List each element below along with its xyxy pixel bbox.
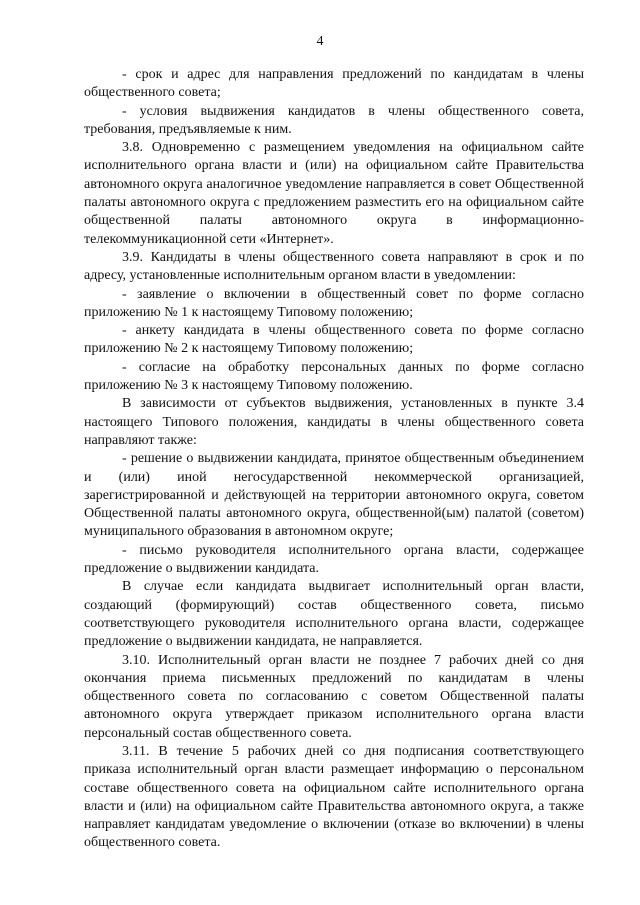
page-number: 4 bbox=[316, 34, 324, 49]
paragraph-nomination-conditions: - условия выдвижения кандидатов в члены общественного совета, требования, предъявляемые к ним. bbox=[84, 103, 584, 137]
list-item-nomination-decision: - решение о выдвижении кандидата, принятое общественным объединением и (или) иной негосударственной некоммерческой организацией, зарегистрированной и действующей на территории автономного округа, советом Общественной палаты автономного округа, общественной(ым) палатой (советом) муниципального образования в автономном округе; bbox=[84, 451, 584, 540]
paragraph-3-10: 3.10. Исполнительный орган власти не позднее 7 рабочих дней со дня окончания приема письменных предложений по кандидатам в члены общественного совета по согласованию с советом Общественной палаты автономного округа утверждает приказом исполнительного органа власти персональный состав общественного совета. bbox=[84, 652, 584, 741]
paragraph-3-9: 3.9. Кандидаты в члены общественного совета направляют в срок и по адресу, установленные исполнительным органом власти в уведомлении: bbox=[84, 249, 584, 284]
list-item-questionnaire: - анкету кандидата в члены общественного совета по форме согласно приложению № 2 к настоящему Типовому положению; bbox=[84, 323, 584, 357]
paragraph-3-11: 3.11. В течение 5 рабочих дней со дня подписания соответствующего приказа исполнительный орган власти размещает информацию о персональном составе общественного совета на официальном сайте исполнительного органа власти и (или) на официальном сайте Правительства автономного округа, а также направляет кандидатам уведомление о включении (отказе во включении) в члены общественного совета. bbox=[84, 743, 584, 851]
paragraph-deadline-address: - срок и адрес для направления предложений по кандидатам в члены общественного совета; bbox=[84, 67, 584, 101]
paragraph-nomination-subjects: В зависимости от субъектов выдвижения, установленных в пункте 3.4 настоящего Типового положения, кандидаты в члены общественного совета направляют также: bbox=[84, 396, 584, 448]
list-item-head-letter: - письмо руководителя исполнительного органа власти, содержащее предложение о выдвижении кандидата. bbox=[84, 542, 584, 577]
paragraph-exception: В случае если кандидата выдвигает исполнительный орган власти, создающий (формирующий) состав общественного совета, письмо соответствующего руководителя исполнительного органа власти, содержащее предложение о выдвижении кандидата, не направляется. bbox=[84, 579, 584, 650]
paragraph-3-8: 3.8. Одновременно с размещением уведомления на официальном сайте исполнительного органа власти и (или) на официальном сайте Правительства автономного округа аналогичное уведомление направляется в совет Общественной палаты автономного округа с предложением разместить его на официальном сайте общественной палаты автономного округа в информационно-телекоммуникационной сети «Интернет». bbox=[84, 140, 584, 247]
list-item-application: - заявление о включении в общественный совет по форме согласно приложению № 1 к настоящему Типовому положению; bbox=[84, 286, 584, 320]
document-body bbox=[84, 66, 584, 853]
list-item-consent: - согласие на обработку персональных данных по форме согласно приложению № 3 к настоящему Типовому положению. bbox=[84, 359, 584, 394]
